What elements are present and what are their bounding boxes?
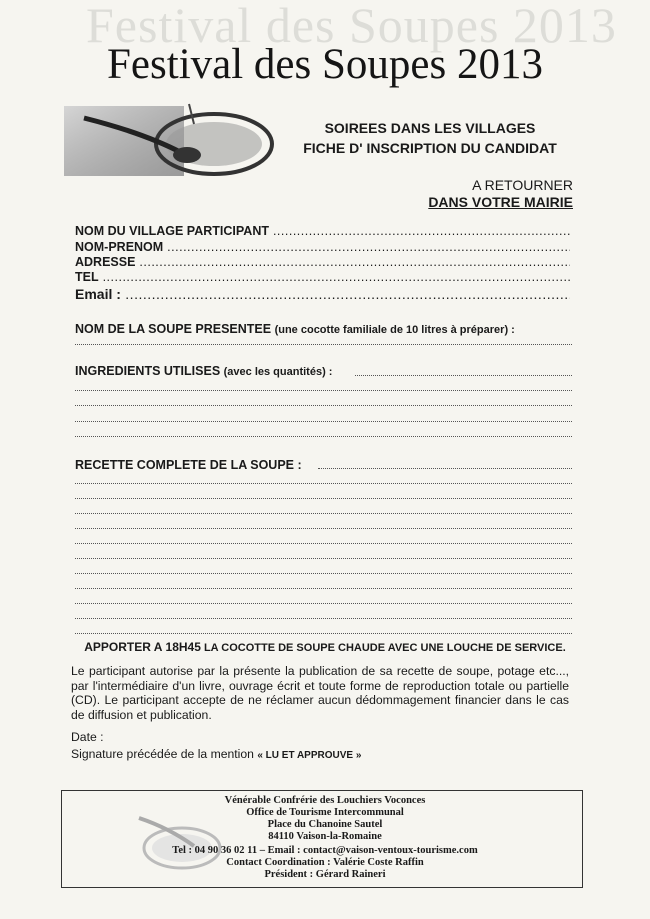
recette-line[interactable] xyxy=(75,572,572,574)
subtitle-line1: SOIREES DANS LES VILLAGES xyxy=(324,120,536,136)
recette-line[interactable] xyxy=(75,617,572,619)
soupe-label xyxy=(75,322,515,336)
field-nom-prenom[interactable]: NOM-PRENOM ..... xyxy=(75,240,570,254)
footer-city: 84110 Vaison-la-Romaine xyxy=(268,831,382,842)
ingredients-line[interactable] xyxy=(75,404,572,406)
subtitle-line2: FICHE D' INSCRIPTION DU CANDIDAT xyxy=(303,140,557,156)
date-label[interactable]: Date : xyxy=(71,730,104,744)
ingredients-line[interactable] xyxy=(75,420,572,422)
recette-line[interactable] xyxy=(75,497,572,499)
return-line1: A RETOURNER xyxy=(472,177,573,193)
footer-office: Office de Tourisme Intercommunal xyxy=(246,807,404,818)
recette-line[interactable] xyxy=(75,557,572,559)
signature-mention: « LU ET APPROUVE » xyxy=(257,750,362,761)
field-adresse[interactable]: ADRESSE ..... xyxy=(75,255,570,269)
footer-president: Président : Gérard Raineri xyxy=(264,869,386,880)
recette-line[interactable] xyxy=(75,542,572,544)
ingredients-line[interactable] xyxy=(355,374,572,376)
field-village[interactable]: NOM DU VILLAGE PARTICIPANT ..... xyxy=(75,224,570,238)
recette-line[interactable] xyxy=(75,632,572,634)
ingredients-line[interactable] xyxy=(75,389,572,391)
ladle-logo-icon xyxy=(64,98,274,180)
apporter-time: 18H45 xyxy=(165,640,201,654)
apporter-rest: LA COCOTTE DE SOUPE CHAUDE AVEC UNE LOUCHE DE SERVICE. xyxy=(203,642,566,654)
ingredients-line[interactable] xyxy=(75,435,572,437)
footer-contact: Tel : 04 90 36 02 11 – Email : contact@vaison-ventoux-tourisme.com xyxy=(172,845,478,856)
field-email[interactable]: Email : ..... xyxy=(75,286,570,302)
footer-coordination: Contact Coordination : Valérie Coste Raffin xyxy=(226,857,424,868)
watermark-title: Festival des Soupes 2013 xyxy=(86,0,617,53)
footer-confrerie: Vénérable Confrérie des Louchiers Voconces xyxy=(224,795,426,806)
recette-line[interactable] xyxy=(75,602,572,604)
return-line2: DANS VOTRE MAIRIE xyxy=(428,194,573,210)
soupe-line[interactable] xyxy=(75,343,572,345)
recette-line[interactable] xyxy=(75,587,572,589)
apporter-note xyxy=(0,640,650,654)
apporter-prefix: APPORTER A xyxy=(84,640,163,654)
recette-label: RECETTE COMPLETE DE LA SOUPE : xyxy=(75,458,302,472)
consent-paragraph: Le participant autorise par la présente la publication de sa recette de soupe, potage etc..., par l'intermédiaire d'un livre, ouvrage écrit et toute forme de reproduction totale ou partielle (CD). Le participant accepte de ne réclamer aucun dédommagement financier dans le cas de diffusion et publication. xyxy=(71,664,569,722)
recette-line[interactable] xyxy=(75,527,572,529)
page-title: Festival des Soupes 2013 xyxy=(107,41,543,88)
ingredients-label xyxy=(75,364,332,378)
soupe-label-text: NOM DE LA SOUPE PRESENTEE xyxy=(75,322,272,336)
footer-address: Place du Chanoine Sautel xyxy=(267,819,383,830)
recette-line[interactable] xyxy=(75,482,572,484)
field-tel[interactable]: TEL ..... xyxy=(75,270,570,284)
signature-text: Signature précédée de la mention xyxy=(71,747,254,761)
recette-line[interactable] xyxy=(318,467,572,469)
signature-line xyxy=(71,747,361,761)
soupe-note: (une cocotte familiale de 10 litres à préparer) : xyxy=(274,324,515,336)
ingredients-label-text: INGREDIENTS UTILISES xyxy=(75,364,221,378)
recette-line[interactable] xyxy=(75,512,572,514)
ingredients-note: (avec les quantités) : xyxy=(223,366,333,378)
